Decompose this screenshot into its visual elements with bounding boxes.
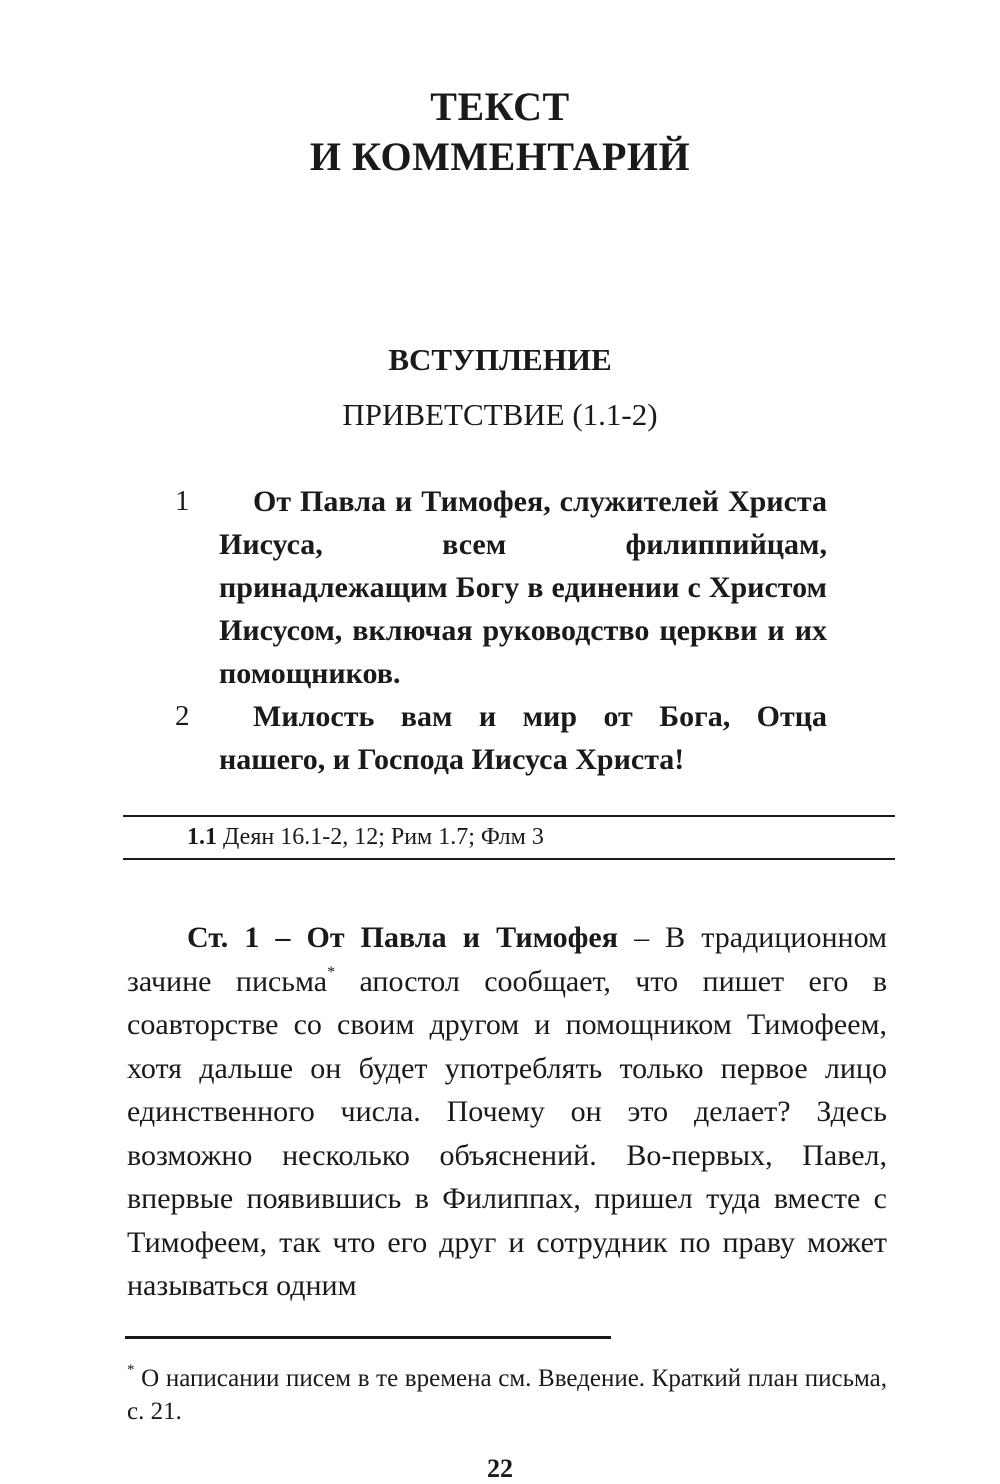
section-title: ВСТУПЛЕНИЕ xyxy=(388,342,612,377)
commentary-dash: – xyxy=(617,921,666,954)
cross-reference-text: Деян 16.1-2, 12; Рим 1.7; Флм 3 xyxy=(223,824,544,850)
footnote-rule xyxy=(125,1336,611,1339)
verse-number: 2 xyxy=(175,700,190,732)
cross-reference xyxy=(187,820,544,854)
commentary-lemma: Ст. 1 – От Павла и Тимофея xyxy=(187,921,618,954)
cross-reference-verse: 1.1 xyxy=(187,824,217,850)
footnote xyxy=(127,1362,887,1428)
footnote-marker: * xyxy=(327,963,336,981)
page-title xyxy=(0,82,1000,182)
verse-text: Милость вам и мир от Бога, Отца нашего, и Господа Иисуса Христа! xyxy=(219,700,827,776)
footnote-marker: * xyxy=(127,1362,135,1378)
verse-1 xyxy=(175,480,827,695)
commentary-text-1: В традиционном зачине письма xyxy=(127,921,887,998)
scripture-block xyxy=(175,480,827,781)
commentary-text-2: апостол сообщает, что пишет его в соавторстве со своим другом и помощником Тимофеем, хотя дальше он будет употреблять только первое лицо единственного числа. Почему он это делает? Здесь возможно несколько объяснений. Во-первых, Павел, впервые появившись в Филиппах, пришел туда вместе с Тимофеем, так что его друг и сотрудник по праву может называться одним xyxy=(127,964,887,1302)
footnote-text: О написании писем в те времена см. Введение. Краткий план письма, с. 21. xyxy=(127,1365,887,1425)
verse-2 xyxy=(175,695,827,781)
commentary-paragraph xyxy=(127,916,887,1308)
cross-reference-top-rule xyxy=(123,815,895,817)
title-line-1: ТЕКСТ xyxy=(430,84,570,129)
verse-text: От Павла и Тимофея, служителей Христа Иисуса, всем филиппийцам, принадлежащим Богу в единении с Христом Иисусом, включая руководство церкви и их помощников. xyxy=(219,485,827,690)
section-subtitle: ПРИВЕТСТВИЕ (1.1-2) xyxy=(342,397,658,432)
title-line-2: И КОММЕНТАРИЙ xyxy=(309,134,691,179)
cross-reference-bottom-rule xyxy=(123,858,895,860)
page-number: 22 xyxy=(487,1454,513,1483)
verse-number: 1 xyxy=(175,485,190,517)
